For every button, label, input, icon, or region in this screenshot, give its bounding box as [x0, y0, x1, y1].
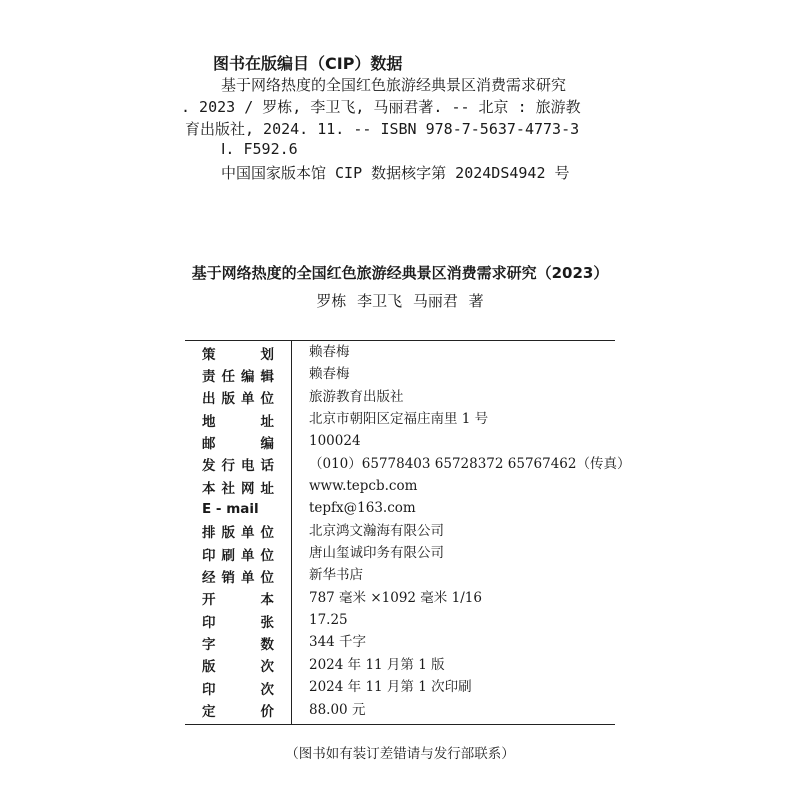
info-row — [185, 542, 615, 564]
info-label: 字 数 — [202, 636, 274, 653]
info-value: 赖春梅 — [309, 366, 350, 383]
info-row — [185, 564, 615, 586]
info-row — [185, 453, 631, 475]
info-label: 开 本 — [202, 592, 274, 609]
cip-heading: 图书在版编目（CIP）数据 — [213, 54, 403, 73]
info-row — [185, 341, 615, 363]
info-row — [185, 676, 615, 698]
info-row — [185, 587, 615, 609]
info-row — [185, 520, 615, 542]
footer-note: （图书如有装订差错请与发行部联系） — [285, 746, 515, 762]
info-value: www.tepcb.com — [309, 478, 418, 495]
cip-line-title: 基于网络热度的全国红色旅游经典景区消费需求研究 — [221, 76, 567, 94]
info-value: 新华书店 — [309, 567, 363, 584]
cip-block — [0, 0, 800, 200]
info-value: 旅游教育出版社 — [309, 388, 404, 405]
info-value: 赖春梅 — [309, 344, 350, 360]
info-row — [185, 430, 615, 452]
info-row — [185, 386, 615, 408]
info-row — [185, 631, 615, 653]
info-value: 787 毫米 ×1092 毫米 1/16 — [309, 589, 482, 606]
info-label: 定 价 — [202, 704, 274, 720]
info-value: 2024 年 11 月第 1 次印刷 — [309, 679, 472, 696]
info-label: 发 行 电 话 — [202, 458, 274, 475]
info-row — [185, 654, 615, 676]
info-label: 印 刷 单 位 — [202, 547, 274, 564]
book-title: 基于网络热度的全国红色旅游经典景区消费需求研究（2023） — [191, 264, 609, 282]
book-authors: 罗栋 李卫飞 马丽君 著 — [316, 292, 484, 310]
info-label: 印 次 — [202, 681, 274, 698]
info-label: 排 版 单 位 — [202, 525, 274, 542]
info-label: 邮 编 — [202, 435, 274, 452]
info-row — [185, 609, 615, 631]
info-label: 经 销 单 位 — [202, 569, 274, 586]
info-label: 策 划 — [202, 346, 274, 363]
info-value: tepfx@163.com — [309, 500, 416, 517]
info-row — [185, 699, 615, 721]
cip-line-classification: Ⅰ. F592.6 — [221, 140, 298, 158]
info-row — [185, 408, 615, 430]
info-value: 17.25 — [309, 612, 348, 629]
info-row — [185, 497, 615, 519]
info-label: 版 次 — [202, 659, 274, 676]
info-row — [185, 363, 615, 385]
info-value: 北京市朝阳区定福庄南里 1 号 — [309, 411, 489, 428]
info-label: 出 版 单 位 — [202, 391, 274, 408]
info-value: 北京鸿文瀚海有限公司 — [309, 522, 444, 539]
cip-line-record-number: 中国国家版本馆 CIP 数据核字第 2024DS4942 号 — [221, 164, 570, 182]
info-value: 344 千字 — [309, 634, 367, 651]
info-value: 2024 年 11 月第 1 版 — [309, 656, 445, 673]
cip-line-publisher: 育出版社, 2024. 11. -- ISBN 978-7-5637-4773-3 — [185, 120, 580, 138]
info-value: 唐山玺诚印务有限公司 — [309, 545, 444, 562]
info-label: E - mail — [202, 500, 259, 517]
info-label: 责 任 编 辑 — [202, 368, 274, 385]
publication-info-table — [185, 340, 631, 725]
info-value: 88.00 元 — [309, 701, 366, 718]
info-label: 本 社 网 址 — [202, 480, 274, 497]
info-label: 地 址 — [202, 413, 274, 430]
info-value: 100024 — [309, 433, 361, 450]
info-label: 印 张 — [202, 614, 274, 631]
info-row — [185, 475, 615, 497]
info-value: （010）65778403 65728372 65767462（传真） — [309, 455, 631, 472]
cip-line-authors: . 2023 / 罗栋, 李卫飞, 马丽君著. -- 北京 : 旅游教 — [181, 98, 581, 116]
